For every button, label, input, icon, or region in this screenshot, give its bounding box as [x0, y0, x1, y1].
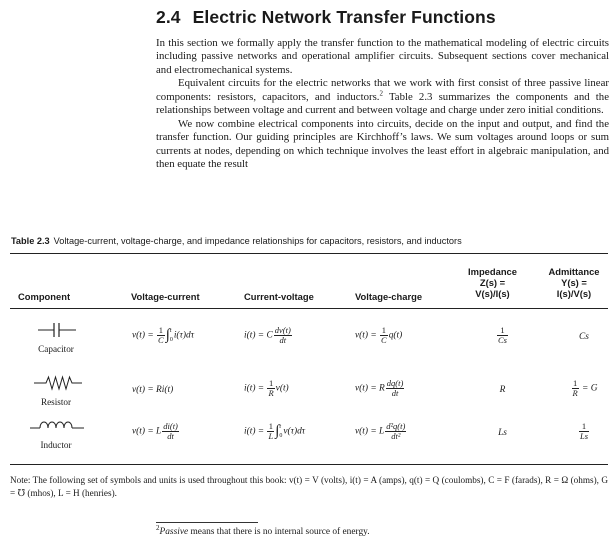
ohm-term: Ri(t)	[156, 385, 174, 395]
numerator: 1	[381, 325, 386, 335]
coefficient: C	[266, 330, 273, 341]
footnote-text: means that there is no internal source of energy.	[188, 527, 370, 537]
denominator: dt	[167, 431, 174, 441]
coefficient: R	[379, 383, 385, 394]
capacitor-voltage-charge	[355, 326, 402, 345]
table-label: Table 2.3	[11, 236, 50, 246]
fraction	[267, 422, 274, 441]
denominator: C	[158, 335, 164, 345]
inductor-impedance	[465, 428, 540, 438]
denominator: dt	[391, 388, 399, 398]
header-admittance	[537, 266, 611, 299]
fraction	[579, 422, 589, 441]
component-name-resistor: Resistor	[40, 397, 72, 407]
v-of-t-equals: v(t) =	[355, 426, 377, 437]
fraction	[157, 326, 165, 345]
section-number: 2.4	[156, 7, 181, 27]
lower-limit: 0	[169, 336, 173, 343]
resistor-voltage-current	[132, 385, 173, 395]
table-row-resistor	[10, 371, 608, 417]
resistor-voltage-charge	[355, 379, 405, 398]
lower-limit: 0	[279, 432, 283, 439]
integrand: i(τ)dτ	[173, 330, 195, 341]
denominator: L	[268, 431, 274, 441]
denominator: R	[268, 388, 274, 398]
v-of-t-equals: v(t) =	[132, 330, 154, 341]
integral-limits	[279, 423, 282, 441]
capacitor-impedance	[465, 326, 540, 345]
header-component: Component	[18, 291, 71, 302]
inductor-voltage-current	[132, 422, 180, 441]
numerator: dq(t)	[386, 378, 404, 388]
i-of-t-equals: i(t) =	[244, 330, 265, 341]
upper-limit: t	[169, 327, 172, 334]
section-title-text: Electric Network Transfer Functions	[192, 7, 496, 27]
footnote-rule	[156, 522, 258, 523]
conductance-term: = G	[582, 383, 598, 394]
fraction	[572, 379, 579, 398]
integrand: v(τ)dτ	[283, 426, 306, 437]
capacitor-current-voltage	[244, 326, 293, 345]
header-current-voltage: Current-voltage	[244, 291, 314, 302]
footnote-ref[interactable]: 2	[379, 89, 383, 98]
table-note: Note: The following set of symbols and units is used throughout this book: v(t) = V (volts), i(t) = A (amps), q(t) = Q (coulombs), C = F (farads), R = Ω (ohms), G = ℧ (mhos), L = H (henries).	[10, 475, 608, 498]
numerator: 1	[579, 422, 589, 432]
section-title	[156, 7, 496, 28]
table-header-rule	[10, 308, 608, 309]
denominator: R	[572, 388, 578, 398]
admittance-value: Cs	[579, 332, 589, 342]
fraction	[497, 326, 508, 345]
inductor-current-voltage	[244, 422, 305, 441]
footnote	[156, 523, 370, 537]
header-voltage-current: Voltage-current	[131, 291, 200, 302]
fraction	[385, 422, 406, 441]
paragraph-1: In this section we formally apply the transfer function to the mathematical modeling of electric circuits including passive networks and operational amplifier circuits. Subsequent sections cover mechanical and electromechanical systems.	[156, 37, 609, 76]
table-caption	[11, 236, 462, 246]
header-admittance-line-2: Y(s) =	[561, 277, 587, 288]
fraction	[386, 379, 405, 398]
v-of-t-equals: v(t) =	[355, 383, 377, 394]
coefficient: L	[156, 426, 162, 437]
paragraph-3: We now combine electrical components into circuits, decide on the input and output, and find the transfer function. Our guiding principles are Kirchhoff’s laws. We sum voltages around loops or sum currents at nodes, depending on which technique involves the least effort in algebraic manipulation, and then equate the result	[156, 117, 609, 171]
paragraph-2-part-2: Table 2.3 summarizes the components and the relationships between voltage and current and between voltage and charge under zero initial conditions.	[156, 90, 609, 117]
integral-sign-icon: ∫	[165, 327, 170, 343]
fraction	[274, 326, 292, 345]
header-admittance-line-3: I(s)/V(s)	[556, 288, 592, 299]
v-of-t-equals: v(t) =	[132, 426, 154, 437]
paragraph-2	[156, 77, 609, 117]
voltage-term: v(t)	[275, 383, 289, 394]
impedance-value: R	[499, 385, 506, 395]
numerator: 1	[268, 421, 273, 431]
i-of-t-equals: i(t) =	[244, 383, 265, 394]
inductor-admittance	[547, 422, 614, 441]
fraction	[380, 326, 388, 345]
component-name-capacitor: Capacitor	[38, 344, 74, 354]
header-voltage-charge: Voltage-charge	[355, 291, 423, 302]
numerator: d²q(t)	[386, 421, 406, 431]
header-impedance-line-1: Impedance	[468, 266, 517, 277]
denominator: dt	[279, 335, 287, 345]
numerator: di(t)	[163, 421, 178, 431]
capacitor-symbol-icon	[24, 322, 90, 338]
resistor-current-voltage	[244, 379, 289, 398]
numerator: 1	[572, 378, 578, 388]
inductor-voltage-charge	[355, 422, 407, 441]
table-row-inductor	[10, 414, 608, 460]
fraction	[162, 422, 179, 441]
table-bottom-rule	[10, 464, 608, 465]
coefficient: L	[379, 426, 385, 437]
table-row-capacitor	[10, 318, 608, 364]
numerator: dv(t)	[274, 325, 291, 335]
denominator: Ls	[579, 431, 589, 441]
charge-term: q(t)	[388, 330, 403, 341]
table-caption-text: Voltage-current, voltage-charge, and impedance relationships for capacitors, resistors, and inductors	[53, 236, 462, 246]
impedance-value: Ls	[498, 428, 507, 438]
table-top-rule	[10, 253, 608, 254]
numerator: 1	[268, 378, 274, 388]
numerator: 1	[158, 325, 163, 335]
header-impedance-line-3: V(s)/I(s)	[475, 288, 510, 299]
footnote-term: Passive	[159, 527, 189, 537]
i-of-t-equals: i(t) =	[244, 426, 265, 437]
header-impedance	[455, 266, 530, 299]
fraction	[267, 379, 274, 398]
denominator: C	[381, 335, 387, 345]
resistor-impedance	[465, 385, 540, 395]
upper-limit: t	[279, 423, 281, 430]
v-of-t-equals: v(t) =	[132, 385, 154, 395]
resistor-admittance	[547, 379, 614, 398]
denominator: Cs	[498, 335, 507, 345]
header-admittance-line-1: Admittance	[548, 266, 600, 277]
resistor-symbol-icon	[24, 375, 90, 391]
integral-limits	[170, 327, 173, 345]
body-text	[156, 37, 609, 172]
footnote-mark: 2	[156, 523, 160, 532]
integral-sign-icon: ∫	[275, 423, 280, 439]
paragraph-2-part-1: Equivalent circuits for the electric networks that we work with first consist of three passive linear components: resistors, capacitors, and inductors.	[156, 77, 609, 103]
v-of-t-equals: v(t) =	[355, 330, 377, 341]
component-name-inductor: Inductor	[40, 440, 72, 450]
header-impedance-line-2: Z(s) =	[479, 277, 506, 288]
denominator: dt²	[391, 431, 401, 441]
capacitor-admittance	[547, 332, 614, 342]
numerator: 1	[497, 326, 508, 336]
inductor-symbol-icon	[24, 418, 90, 434]
capacitor-voltage-current	[132, 326, 194, 345]
